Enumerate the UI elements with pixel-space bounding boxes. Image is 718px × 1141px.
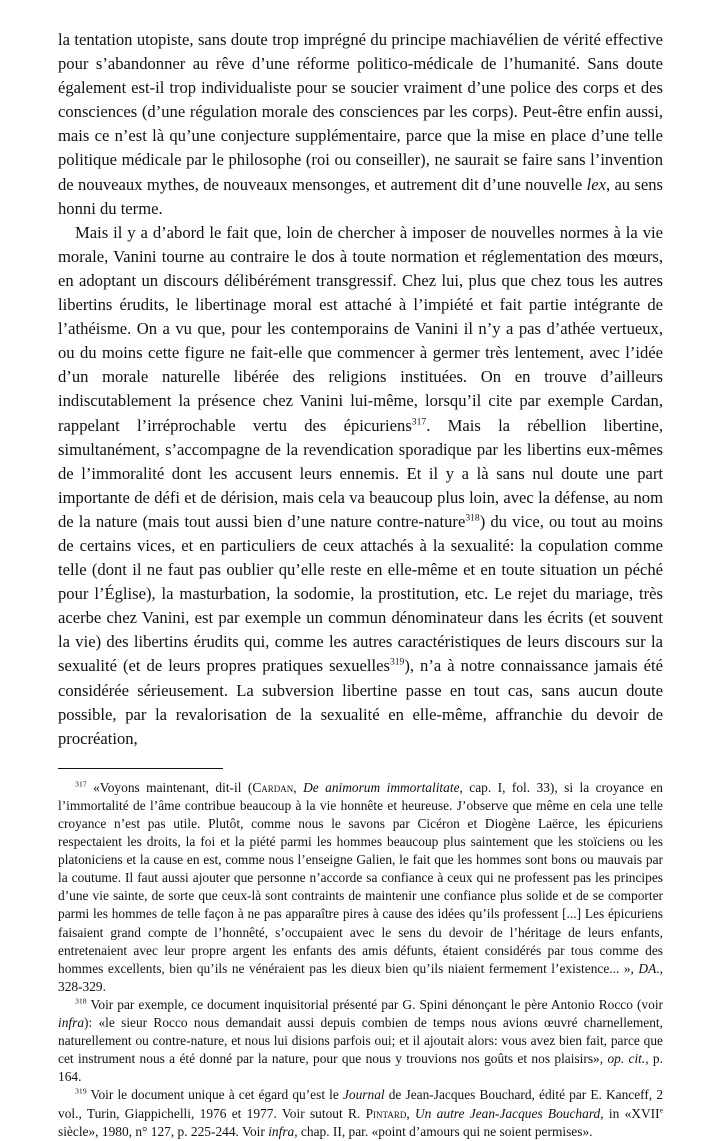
footnote-separator: [58, 768, 223, 769]
footnote-text: , in «XVII: [600, 1105, 660, 1121]
footnote-ref-319[interactable]: 319: [389, 656, 405, 668]
footnote-text: «Voyons maintenant, dit-il (: [93, 779, 253, 795]
footnote-title: De animorum immortalitate: [303, 779, 460, 795]
paragraph-1-text: la tentation utopiste, sans doute trop imprégné du principe machiavélien de vérité effective pour s’abandonner au rêve d’une réforme politico-médicale de l’humanité. Sans doute également est-il trop individualiste pour se soucier vraiment d’une police des corps et des consciences (d’une régulation morale des consciences par les corps). Peut-être enfin aussi, mais ce n’est là qu’une conjecture supplémentaire, parce que la mise en place d’une telle politique médicale par le philosophe (roi ou conseiller), ne saurait se faire sans l’invention de nouveaux mythes, de nouveaux mensonges, et autrement dit d’une nouvelle: [58, 30, 663, 194]
book-page: [58, 28, 663, 1141]
footnote-reference: DA: [638, 960, 657, 976]
footnote-text: ,: [406, 1105, 410, 1121]
paragraph-2-part-c: ) du vice, ou tout au moins de certains vices, et en particuliers de ceux attachés à la sexualité: la copulation comme telle (dont il ne faut pas oublier qu’elle reste en elle-même et en toute situation un péché pour l’Église), la masturbation, la sodomie, la prostitution, etc. Le rejet du mariage, très acerbe chez Vanini, est par exemple un commun dénominateur dans les écrits (et souvent la vie) des libertins érudits qui, comme les autres caractéristiques de leurs discours sur la sexualité (et de leurs propres pratiques sexuelles: [58, 511, 664, 676]
footnote-italic: op. cit.: [607, 1051, 646, 1067]
footnote-text: ., 328-329.: [58, 960, 663, 994]
footnote-number: 317: [75, 779, 87, 789]
footnote-text: ): «le sieur Rocco nous demandait aussi depuis combien de temps nous avions œuvré charnellement, naturellement ou contre-nature, et nous lui disions parfois oui; et il ajoutait alors: vous avez bien fait, parce que cet instrument nous a été donné par la nature, pour que nous y trouvions nos goûts et nos plaisirs»,: [58, 1015, 663, 1067]
footnote-text: ,: [293, 779, 304, 795]
footnote-italic: infra: [58, 1015, 85, 1031]
footnote-text: , chap. II, par. «point d’amours qui ne soient permises».: [294, 1123, 593, 1139]
paragraph-2-part-d: ), n’a à notre connaissance jamais été considérée sérieusement. La subversion libertine passe en tout cas, sans aucun doute possible, par la revalorisation de la sexualité en elle-même, affranchie du devoir de procréation,: [58, 656, 663, 748]
footnote-italic: Journal: [342, 1087, 385, 1103]
footnote-author: Cardan: [252, 779, 294, 795]
footnote-text: siècle», 1980, n° 127, p. 225-244. Voir: [58, 1123, 265, 1139]
footnote-317: [58, 779, 663, 996]
footnote-319: [58, 1086, 663, 1140]
century-superscript: e: [659, 1105, 664, 1115]
paragraph-2: [58, 221, 663, 751]
lex-italic: lex: [586, 174, 606, 194]
footnote-title: Un autre Jean-Jacques Bouchard: [415, 1105, 601, 1121]
footnote-number: 319: [75, 1086, 87, 1096]
footnote-ref-317[interactable]: 317: [411, 415, 427, 427]
footnote-author: Pintard: [365, 1105, 407, 1121]
footnote-text: de Jean-Jacques Bouchard, édité par E. Kanceff, 2 vol., Turin, Giappichelli, 1976 et 1977. Voir sutout R.: [58, 1087, 664, 1121]
paragraph-1: [58, 28, 663, 221]
footnote-number: 318: [75, 996, 87, 1006]
footnote-text: , cap. I, fol. 33), si la croyance en l’immortalité de l’âme contribue beaucoup à la vie honnête et heureuse. J’observe que même en cela une telle croyance n’est pas utile. Plutôt, comme nous le savons par Cicéron et Diogène Laërce, les épicuriens respectaient les droits, la foi et la piété parmi les hommes beaucoup plus saintement que les stoïciens ou les platoniciens et la cause en est, comme nous l’enseigne Galien, le fait que les hommes sont bons ou mauvais par la coutume. Il faut aussi ajouter que personne n’accorde sa confiance à ceux qui ne professent pas les principes d’une vie sainte, de sorte que ceux-là sont contraints de maintenir une confiance plus solide et de se comporter parmi les hommes de telle façon à ne pas apparaître pires à cause des idées qu’ils professent [...] Les épicuriens faisaient grand compte de l’honnêté, s’occupaient avec le sens du devoir de l’héritage de leurs enfants, entretenaient avec leur propre argent les enfants des amis défunts, étaient considérés par tous comme des hommes excellents, bien qu’ils ne vénéraient pas les dieux bien qu’ils niaient fermement l’existence... »,: [58, 779, 664, 976]
main-text: [58, 28, 663, 751]
paragraph-1-end: , au sens honni du terme.: [58, 174, 663, 218]
footnotes: [58, 779, 663, 1141]
paragraph-2-part-b: . Mais la rébellion libertine, simultanément, s’accompagne de la revendication sporadique par les libertins eux-mêmes de l’immoralité dont les accusent leurs ennemis. Et il y a là sans nul doute une part importante de défi et de dérision, mais cela va beaucoup plus loin, avec la défense, au nom de la nature (mais tout aussi bien d’une nature contre-nature: [58, 415, 663, 531]
footnote-text: Voir le document unique à cet égard qu’est le: [90, 1087, 339, 1103]
footnote-text: Voir par exemple, ce document inquisitorial présenté par G. Spini dénonçant le père Antonio Rocco (voir: [90, 996, 664, 1012]
footnote-text: , p. 164.: [58, 1051, 663, 1085]
paragraph-2-part-a: Mais il y a d’abord le fait que, loin de chercher à imposer de nouvelles normes à la vie morale, Vanini tourne au contraire le dos à toute normation et réglementation des mœurs, en adoptant un discours délibérément transgressif. Chez lui, plus que chez tous les autres libertins érudits, le libertinage moral est attaché à l’impiété et fait partie intégrante de l’athéisme. On a vu que, pour les contemporains de Vanini il n’y a pas d’athée vertueux, ou du moins cette figure ne fait-elle que commencer à germer très lentement, avec l’idée d’un morale naturelle libérée des religions instituées. On en trouve d’ailleurs indiscutablement la présence chez Vanini lui-même, lorsqu’il cite par exemple Cardan, rappelant l’irréprochable vertu des épicuriens: [58, 222, 663, 435]
footnote-italic: infra: [268, 1123, 295, 1139]
footnote-318: [58, 996, 663, 1086]
footnote-ref-318[interactable]: 318: [465, 512, 480, 524]
